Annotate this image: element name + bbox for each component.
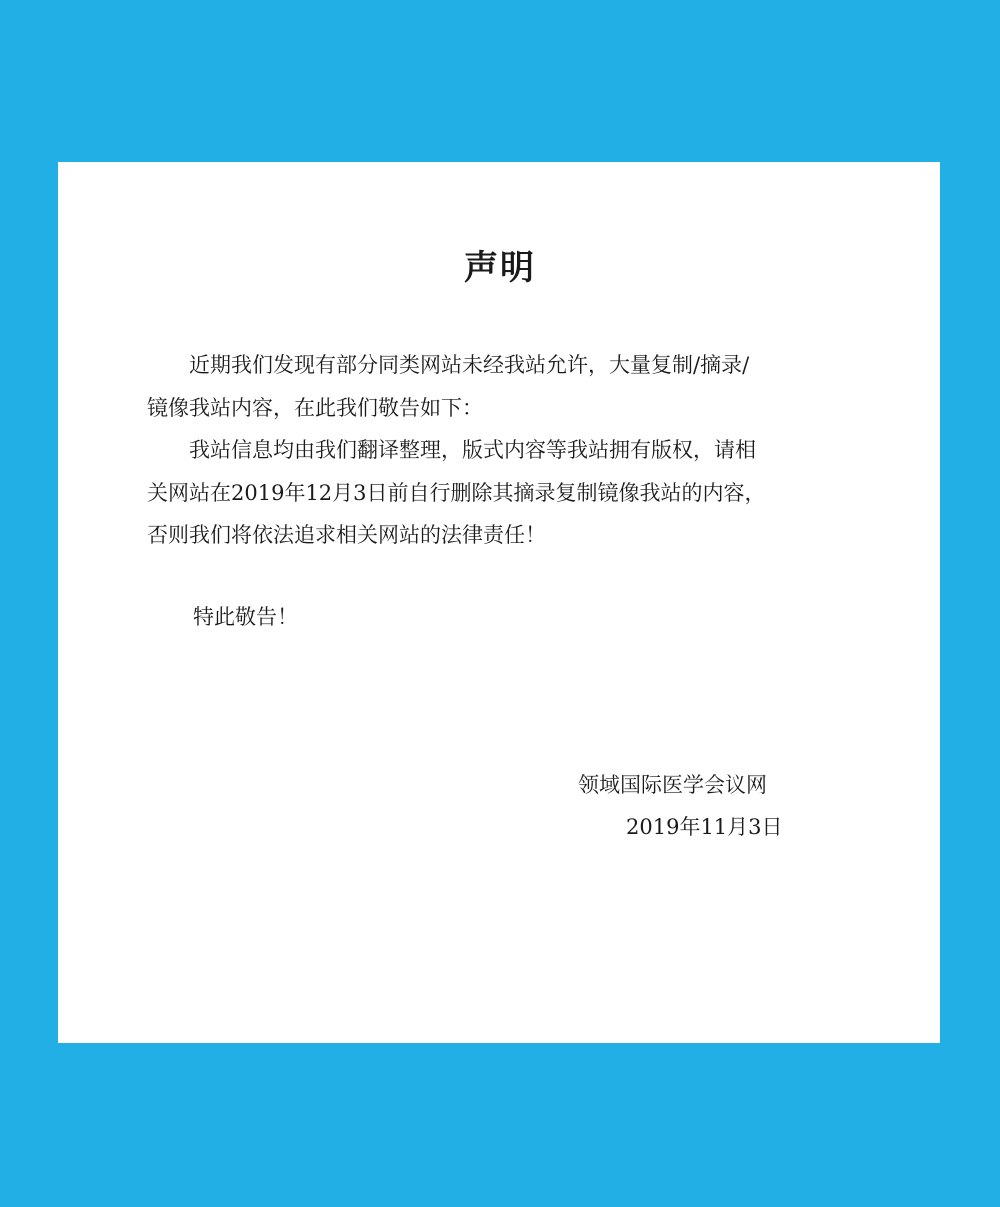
closing-text: 特此敬告！ <box>193 605 298 629</box>
signature-date: 2019年11月3日 <box>626 815 783 839</box>
body-line: 近期我们发现有部分同类网站未经我站允许，大量复制/摘录/ <box>147 353 750 377</box>
page-title: 声明 <box>464 248 536 288</box>
notice-card <box>58 162 940 1043</box>
body-line: 镜像我站内容，在此我们敬告如下： <box>147 395 483 420</box>
body-line: 否则我们将依法追求相关网站的法律责任！ <box>147 523 546 547</box>
signature-organization: 领域国际医学会议网 <box>578 773 767 797</box>
notice-body <box>147 344 847 557</box>
body-line: 关网站在2019年12月3日前自行删除其摘录复制镜像我站的内容， <box>147 480 766 505</box>
body-line: 我站信息均由我们翻译整理，版式内容等我站拥有版权，请相 <box>147 438 756 462</box>
